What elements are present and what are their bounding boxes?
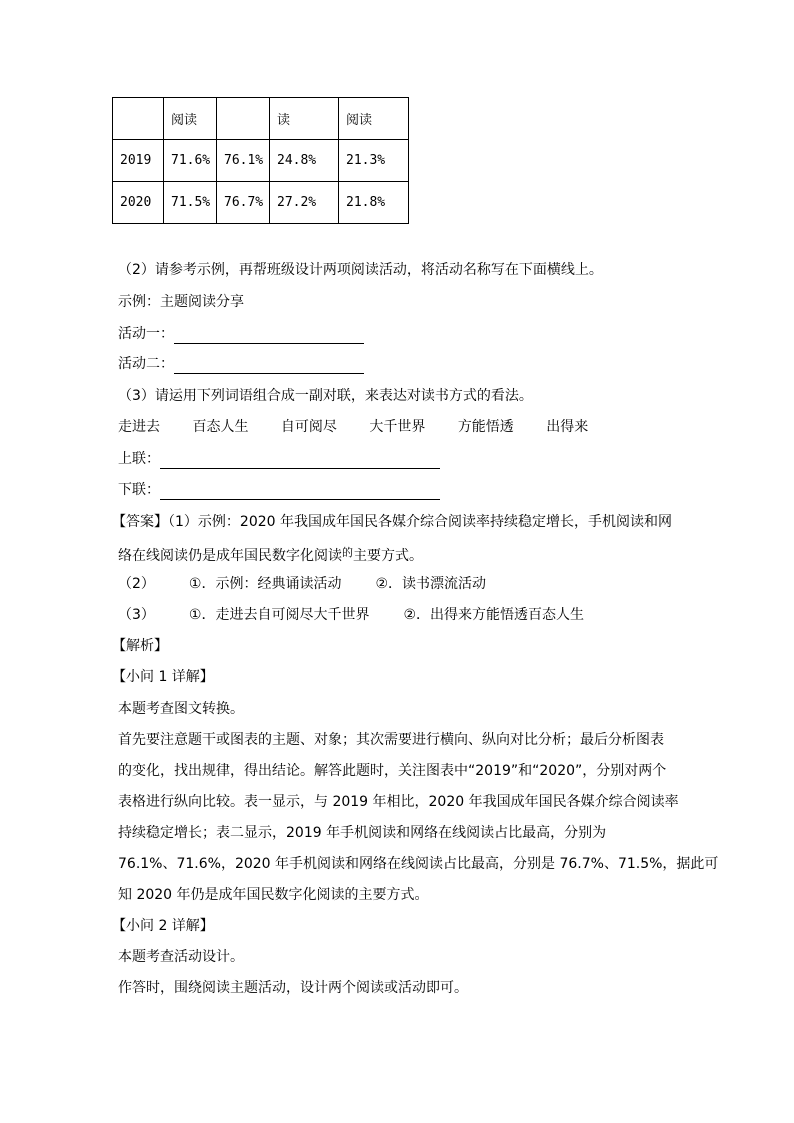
q2-example: 示例：主题阅读分享 — [118, 294, 244, 310]
word: 出得来 — [546, 419, 589, 435]
activity-1-blank — [174, 327, 364, 344]
data-table — [112, 97, 409, 224]
table-cell: 读 — [270, 98, 339, 140]
q2-prompt: （2）请参考示例，再帮班级设计两项阅读活动，将活动名称写在下面横线上。 — [118, 262, 603, 278]
answer-2 — [118, 574, 486, 594]
answer-item: ②．出得来方能悟透百态人生 — [403, 607, 585, 623]
analysis-p1: 本题考查图文转换。 — [118, 701, 244, 717]
answer-text: 络在线阅读仍是成年国民数字化阅读 — [118, 548, 342, 564]
table-cell — [217, 98, 270, 140]
analysis-line: 表格进行纵向比较。表一显示，与 2019 年相比，2020 年我国成年国民各媒介综合阅读率 — [118, 794, 679, 810]
answer-text: 主要方式。 — [353, 548, 423, 564]
word: 大千世界 — [369, 419, 426, 435]
answer-line-1: 【答案】（1）示例：2020 年我国成年国民各媒介综合阅读率持续稳定增长，手机阅读和网 — [112, 514, 672, 530]
analysis-line: 首先要注意题干或图表的主题、对象；其次需要进行横向、纵向对比分析；最后分析图表 — [118, 732, 664, 748]
upper-blank — [160, 452, 440, 469]
table-row — [113, 140, 409, 182]
analysis-line: 76.1%、71.6%，2020 年手机阅读和网络在线阅读占比最高，分别是 76.7%、71.5%，据此可 — [118, 856, 719, 872]
word: 走进去 — [118, 419, 160, 435]
answer-line-2 — [118, 543, 423, 566]
analysis-title: 【解析】 — [112, 638, 168, 654]
activity-1-label: 活动一： — [118, 326, 174, 342]
table-cell — [113, 98, 164, 140]
sub2-title: 【小问 2 详解】 — [112, 918, 214, 934]
answer-item: ①．示例：经典诵读活动 — [188, 576, 342, 592]
analysis-p3: 作答时，围绕阅读主题活动，设计两个阅读或活动即可。 — [118, 980, 468, 996]
answer-item: ②．读书漂流活动 — [375, 576, 487, 592]
analysis-p2: 本题考查活动设计。 — [118, 949, 244, 965]
lower-label: 下联： — [118, 482, 160, 498]
q3-words — [118, 417, 588, 437]
table-cell: 71.5% — [164, 182, 217, 224]
answer-num: （3） — [118, 607, 155, 623]
table-cell: 阅读 — [164, 98, 217, 140]
upper-label: 上联： — [118, 451, 160, 467]
analysis-line: 持续稳定增长；表二显示，2019 年手机阅读和网络在线阅读占比最高，分别为 — [118, 825, 607, 841]
table-row — [113, 182, 409, 224]
table-cell: 2020 — [113, 182, 164, 224]
table-cell: 2019 — [113, 140, 164, 182]
answer-3 — [118, 605, 584, 625]
lower-blank — [160, 483, 440, 500]
table-cell: 71.6% — [164, 140, 217, 182]
activity-2-blank — [174, 357, 364, 374]
activity-2-label: 活动二： — [118, 356, 174, 372]
table-header-row — [113, 98, 409, 140]
upper-couplet-line — [118, 449, 440, 469]
sub1-title: 【小问 1 详解】 — [112, 669, 214, 685]
word: 方能悟透 — [457, 419, 514, 435]
analysis-line: 知 2020 年仍是成年国民数字化阅读的主要方式。 — [118, 887, 429, 903]
word: 自可阅尽 — [280, 419, 337, 435]
word: 百态人生 — [192, 419, 249, 435]
analysis-line: 的变化，找出规律，得出结论。解答此题时，关注图表中“2019”和“2020”，分别对两个 — [118, 763, 667, 779]
answer-item: ①．走进去自可阅尽大千世界 — [188, 607, 370, 623]
answer-num: （2） — [118, 576, 155, 592]
table-cell: 21.3% — [339, 140, 409, 182]
table-cell: 21.8% — [339, 182, 409, 224]
table-cell: 76.7% — [217, 182, 270, 224]
table-cell: 阅读 — [339, 98, 409, 140]
lower-couplet-line — [118, 480, 440, 500]
table-cell: 76.1% — [217, 140, 270, 182]
activity-1-line — [118, 324, 364, 344]
table-cell: 27.2% — [270, 182, 339, 224]
table-cell: 24.8% — [270, 140, 339, 182]
answer-text: 的 — [342, 546, 353, 559]
activity-2-line — [118, 354, 364, 374]
q3-prompt: （3）请运用下列词语组合成一副对联，来表达对读书方式的看法。 — [118, 388, 533, 404]
